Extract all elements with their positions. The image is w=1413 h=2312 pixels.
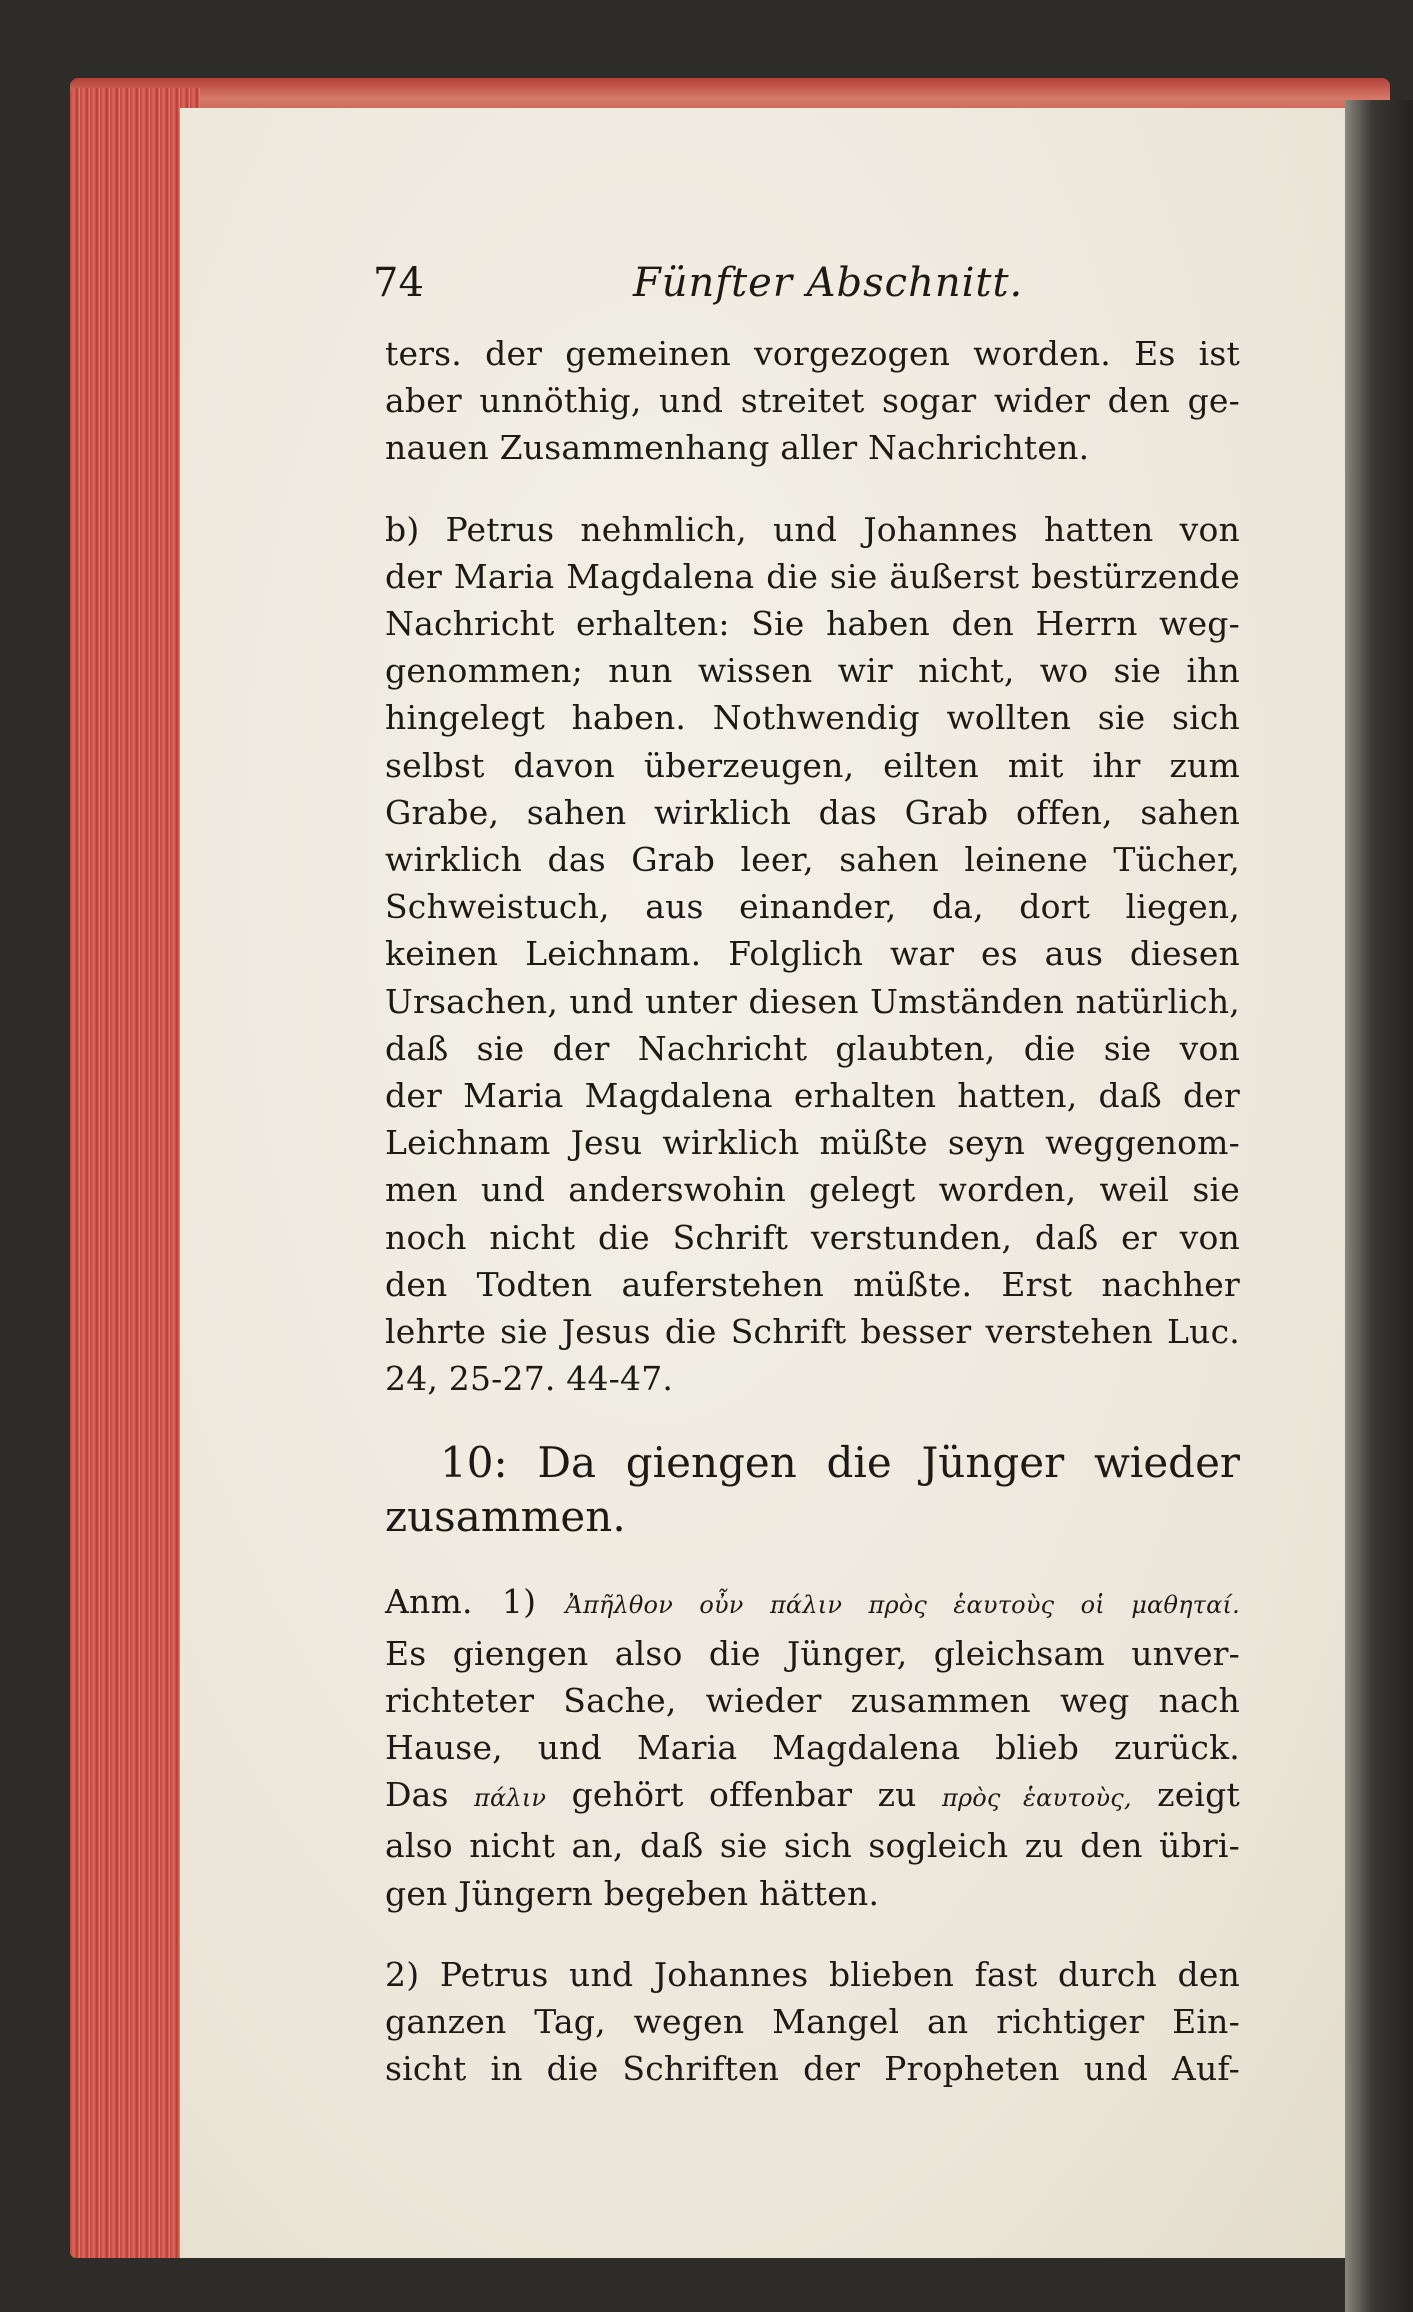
page-header <box>373 250 1240 330</box>
text-line: Schweistuch, aus einander, da, dort liegen, <box>385 887 1240 927</box>
book-gutter <box>1345 100 1413 2312</box>
text-line: Hause, und Maria Magdalena blieb zurück. <box>385 1728 1240 1768</box>
text-line: ters. der gemeinen vorgezogen worden. Es ist <box>385 334 1240 373</box>
text-line: wirklich das Grab leer, sahen leinene Tücher, <box>385 840 1240 880</box>
text-line: den Todten auferstehen müßte. Erst nachher <box>385 1264 1240 1304</box>
text-line: hingelegt haben. Nothwendig wollten sie sich <box>385 698 1240 738</box>
text-line: Ursachen, und unter diesen Umständen natürlich, <box>385 981 1240 1021</box>
text-line: selbst davon überzeugen, eilten mit ihr zum <box>385 745 1240 785</box>
text-line: daß sie der Nachricht glaubten, die sie von <box>385 1028 1240 1068</box>
note-1-first-line <box>385 1578 1240 1629</box>
page-text <box>373 250 1240 2093</box>
text-line: genommen; nun wissen wir nicht, wo sie ihn <box>385 651 1240 691</box>
text-line: sicht in die Schriften der Propheten und Auf- <box>385 2049 1240 2089</box>
running-head: Fünfter Abschnitt. <box>633 260 1024 306</box>
text-line: der Maria Magdalena die sie äußerst bestürzende <box>385 556 1240 596</box>
text-line: 2) Petrus und Johannes blieben fast durch den <box>385 1954 1240 1994</box>
text-line: lehrte sie Jesus die Schrift besser verstehen Luc. <box>385 1312 1240 1352</box>
greek-word: πρὸς ἑαυτοὺς, <box>941 1784 1132 1813</box>
verse-heading-line: 10: Da giengen die Jünger wieder <box>440 1438 1240 1488</box>
greek-word: πάλιν <box>474 1784 547 1813</box>
text-line: ganzen Tag, wegen Mangel an richtiger Ein- <box>385 2002 1240 2042</box>
verse-heading <box>385 1436 1240 1544</box>
page-number: 74 <box>373 260 424 306</box>
text-line: noch nicht die Schrift verstunden, daß er von <box>385 1217 1240 1257</box>
text-line: Nachricht erhalten: Sie haben den Herrn weg- <box>385 604 1240 644</box>
text-line: Grabe, sahen wirklich das Grab offen, sahen <box>385 792 1240 832</box>
text-line: der Maria Magdalena erhalten hatten, daß der <box>385 1076 1240 1116</box>
note-2 <box>385 1951 1240 2093</box>
verse-heading-line: zusammen. <box>385 1492 626 1542</box>
text-line: 24, 25-27. 44-47. <box>385 1359 674 1399</box>
text-line: b) Petrus nehmlich, und Johannes hatten von <box>385 509 1240 549</box>
text-line: Leichnam Jesu wirklich müßte seyn weggenom- <box>385 1123 1240 1163</box>
note-1 <box>385 1578 1240 1916</box>
text-line: men und anderswohin gelegt worden, weil sie <box>385 1170 1240 1210</box>
text-line-with-greek <box>385 1771 1240 1822</box>
text-span: Das <box>385 1775 449 1815</box>
text-line: richteter Sache, wieder zusammen weg nach <box>385 1680 1240 1720</box>
greek-quote: Ἀπῆλθον οὖν πάλιν πρὸς ἑαυτοὺς οἱ μαθηταί. <box>565 1591 1240 1620</box>
text-line: Es giengen also die Jünger, gleichsam unver- <box>385 1633 1240 1673</box>
text-span: gehört offenbar zu <box>571 1775 917 1815</box>
text-span: zeigt <box>1157 1775 1240 1815</box>
text-line: also nicht an, daß sie sich sogleich zu den übri- <box>385 1826 1240 1866</box>
text-line: gen Jüngern begeben hätten. <box>385 1873 880 1913</box>
text-line: nauen Zusammenhang aller Nachrichten. <box>385 428 1090 468</box>
paragraph-1 <box>385 330 1240 472</box>
text-line: keinen Leichnam. Folglich war es aus diesen <box>385 934 1240 974</box>
note-label: Anm. 1) <box>385 1582 537 1622</box>
paragraph-2 <box>385 506 1240 1403</box>
text-line: aber unnöthig, und streitet sogar wider den ge- <box>385 381 1240 421</box>
